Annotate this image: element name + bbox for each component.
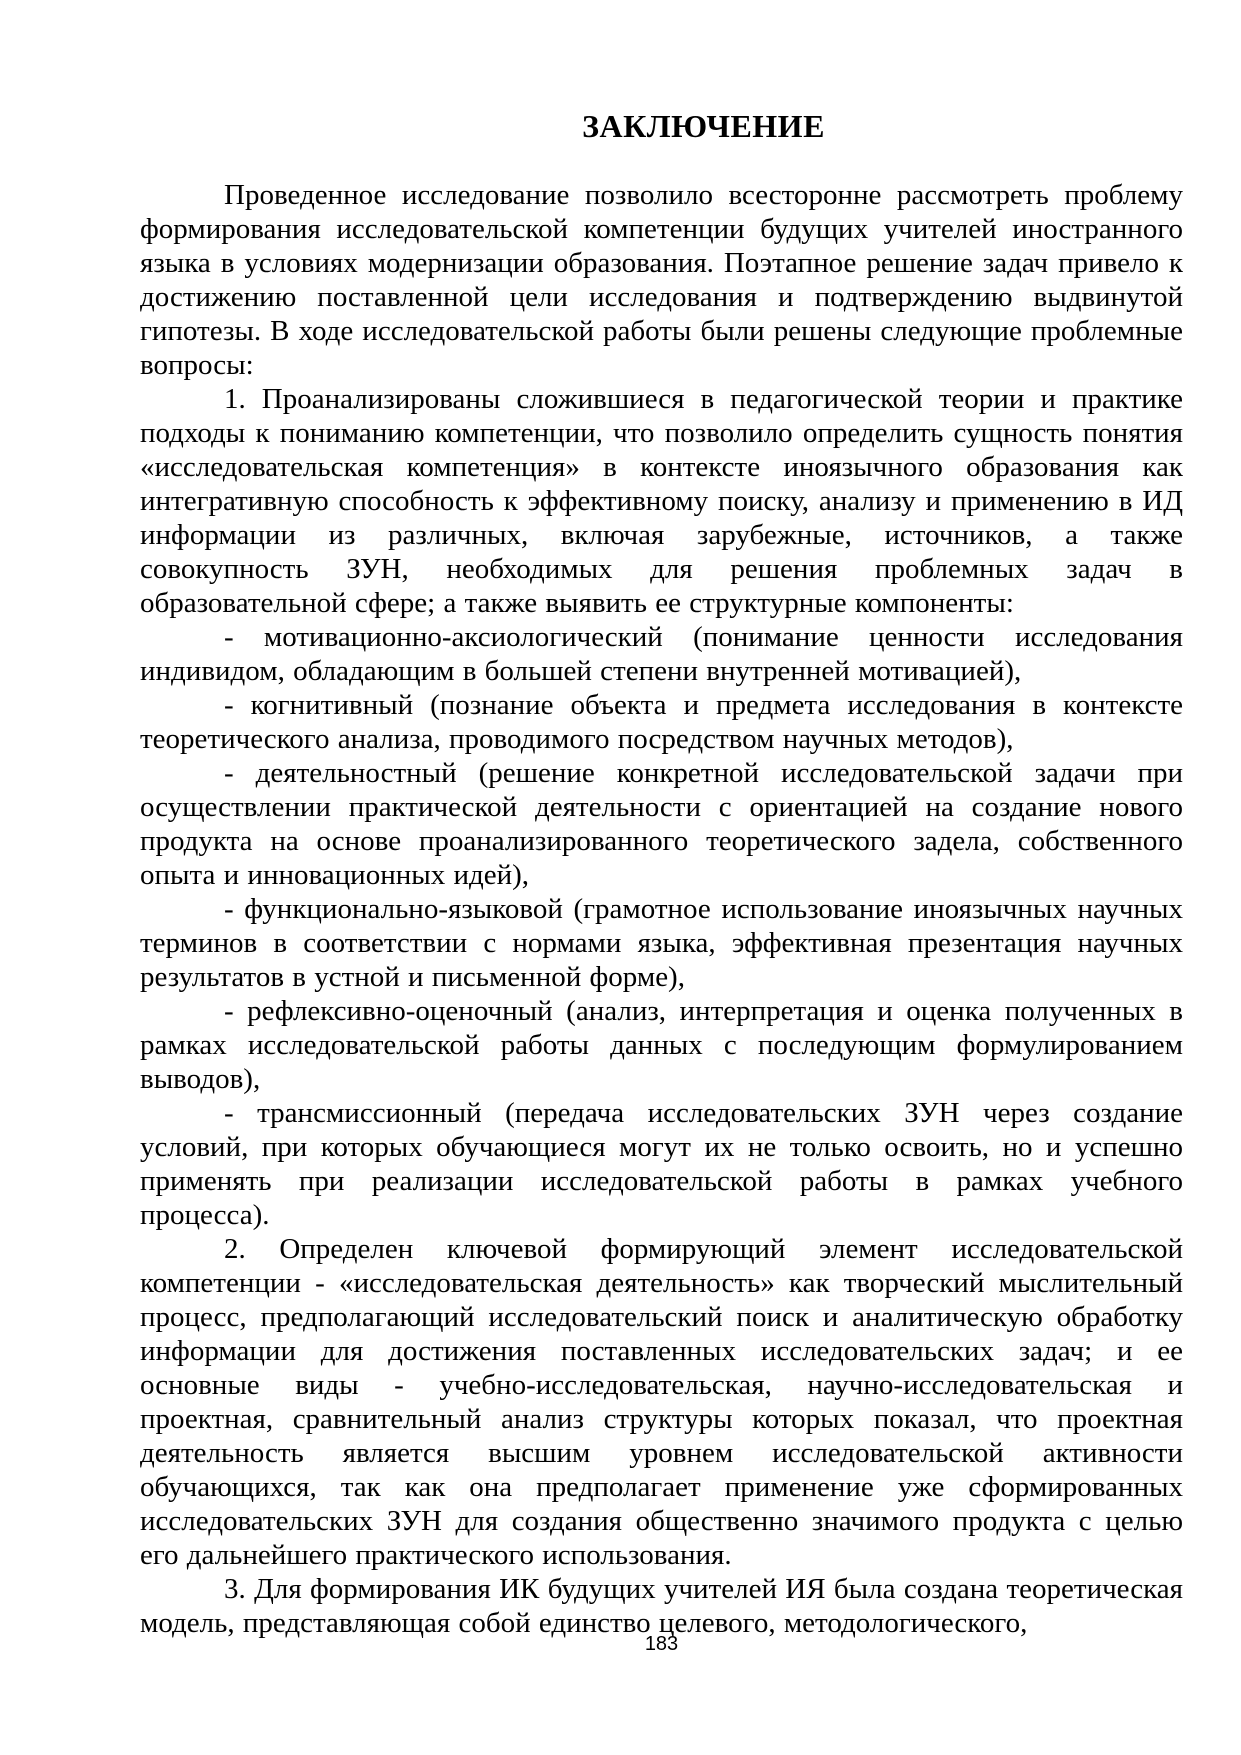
bullet-functional-linguistic: - функционально-языковой (грамотное использование иноязычных научных терминов в соответствии с нормами языка, эффективная презентация научных результатов в устной и письменной форме), <box>140 893 1183 993</box>
paragraph-point-3: 3. Для формирования ИК будущих учителей ИЯ была создана теоретическая модель, представляющая собой единство целевого, методологического, <box>140 1573 1183 1639</box>
paragraph-intro: Проведенное исследование позволило всесторонне рассмотреть проблему формирования исследовательской компетенции будущих учителей иностранного языка в условиях модернизации образования. Поэтапное решение задач привело к достижению поставленной цели исследования и подтверждению выдвинутой гипотезы. В ходе исследовательской работы были решены следующие проблемные вопросы: <box>140 179 1183 381</box>
paragraph-point-2: 2. Определен ключевой формирующий элемент исследовательской компетенции - «исследовательская деятельность» как творческий мыслительный процесс, предполагающий исследовательский поиск и аналитическую обработку информации для достижения поставленных исследовательских задач; и ее основные виды - учебно-исследовательская, научно-исследовательская и проектная, сравнительный анализ структуры которых показал, что проектная деятельность является высшим уровнем исследовательской активности обучающихся, так как она предполагает применение уже сформированных исследовательских ЗУН для создания общественно значимого продукта с целью его дальнейшего практического использования. <box>140 1233 1183 1571</box>
paragraph-point-1: 1. Проанализированы сложившиеся в педагогической теории и практике подходы к пониманию компетенции, что позволило определить сущность понятия «исследовательская компетенция» в контексте иноязычного образования как интегративную способность к эффективному поиску, анализу и применению в ИД информации из различных, включая зарубежные, источников, а также совокупность ЗУН, необходимых для решения проблемных задач в образовательной сфере; а также выявить ее структурные компоненты: <box>140 383 1183 619</box>
bullet-cognitive: - когнитивный (познание объекта и предмета исследования в контексте теоретического анализа, проводимого посредством научных методов), <box>140 689 1183 755</box>
page-number: 183 <box>644 1633 679 1655</box>
page-title: ЗАКЛЮЧЕНИЕ <box>582 108 825 144</box>
bullet-reflexive-evaluative: - рефлексивно-оценочный (анализ, интерпретация и оценка полученных в рамках исследовательской работы данных с последующим формулированием выводов), <box>140 995 1183 1095</box>
bullet-activity: - деятельностный (решение конкретной исследовательской задачи при осуществлении практической деятельности с ориентацией на создание нового продукта на основе проанализированного теоретического задела, собственного опыта и инновационных идей), <box>140 757 1183 891</box>
bullet-motivational-axiological: - мотивационно-аксиологический (понимание ценности исследования индивидом, обладающим в большей степени внутренней мотивацией), <box>140 621 1183 687</box>
bullet-transmissional: - трансмиссионный (передача исследовательских ЗУН через создание условий, при которых обучающиеся могут их не только освоить, но и успешно применять при реализации исследовательской работы в рамках учебного процесса). <box>140 1097 1183 1231</box>
document-content <box>140 106 1183 1640</box>
